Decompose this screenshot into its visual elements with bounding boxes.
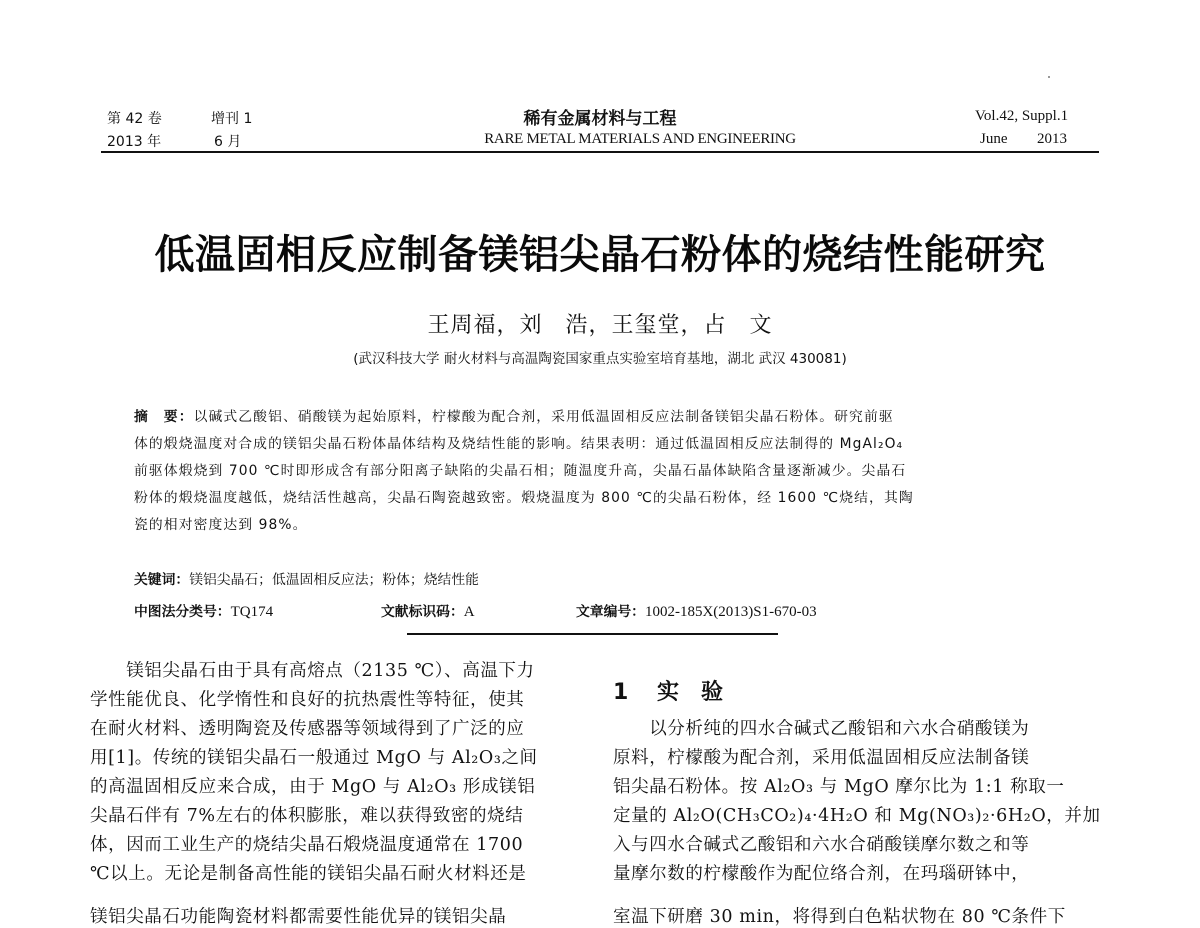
abstract-separator: [407, 633, 778, 635]
abstract-line: 瓷的相对密度达到 98%。: [134, 517, 308, 533]
keywords-value: 镁铝尖晶石；低温固相反应法；粉体；烧结性能: [189, 572, 479, 588]
section-heading: [613, 675, 723, 706]
body-line: 原料，柠檬酸为配合剂，采用低温固相反应法制备镁: [613, 748, 1030, 768]
abstract-line: 体的煅烧温度对合成的镁铝尖晶石粉体晶体结构及烧结性能的影响。结果表明：通过低温固相反应法制得的 MgAl₂O₄: [134, 436, 904, 452]
year-en: 2013: [1037, 131, 1067, 147]
abstract-line: [134, 405, 1068, 425]
paper-title: 低温固相反应制备镁铝尖晶石粉体的烧结性能研究: [154, 232, 1046, 278]
body-line: 尖晶石伴有 7%左右的体积膨胀，难以获得致密的烧结: [90, 806, 524, 826]
keywords: [134, 568, 479, 588]
clc-label: 中图法分类号：: [134, 604, 231, 620]
body-line: 学性能优良、化学惰性和良好的抗热震性等特征，使其: [90, 690, 525, 710]
section-number: 1: [613, 680, 629, 705]
volume-label: 第 42 卷: [107, 111, 162, 127]
abstract-line: 粉体的煅烧温度越低，烧结活性越高，尖晶石陶瓷越致密。煅烧温度为 800 ℃的尖晶石粉体，经 1600 ℃烧结，其陶: [134, 490, 914, 506]
document-code: [381, 600, 475, 621]
body-line: 的高温固相反应来合成，由于 MgO 与 Al₂O₃ 形成镁铝: [90, 777, 536, 797]
abstract-text: 以碱式乙酸铝、硝酸镁为起始原料，柠檬酸为配合剂，采用低温固相反应法制备镁铝尖晶石粉体。研究前驱: [193, 409, 894, 425]
abstract-line: 前驱体煅烧到 700 ℃时即形成含有部分阳离子缺陷的尖晶石相；随温度升高，尖晶石晶体缺陷含量逐渐减少。尖晶石: [134, 463, 907, 479]
body-line: 入与四水合碱式乙酸铝和六水合硝酸镁摩尔数之和等: [613, 835, 1030, 855]
body-line: 铝尖晶石粉体。按 Al₂O₃ 与 MgO 摩尔比为 1:1 称取一: [613, 777, 1065, 797]
body-line: 以分析纯的四水合碱式乙酸铝和六水合硝酸镁为: [613, 719, 1030, 739]
section-title: 实 验: [657, 680, 724, 705]
body-line: ℃以上。无论是制备高性能的镁铝尖晶石耐火材料还是: [90, 864, 527, 884]
body-line: 用[1]。传统的镁铝尖晶石一般通过 MgO 与 Al₂O₃之间: [90, 748, 538, 768]
body-line: 镁铝尖晶石由于具有高熔点（2135 ℃）、高温下力: [90, 661, 535, 681]
scan-speck: [1048, 76, 1050, 78]
authors: 王周福，刘 浩，王玺堂，占 文: [427, 313, 773, 338]
journal-title-en: RARE METAL MATERIALS AND ENGINEERING: [484, 131, 796, 147]
body-line: 在耐火材料、透明陶瓷及传感器等领域得到了广泛的应: [90, 719, 525, 739]
clc-number: [134, 600, 273, 621]
volume-en: Vol.42, Suppl.1: [975, 108, 1069, 124]
body-line-partial: 室温下研磨 30 min，将得到白色粘状物在 80 ℃条件下: [613, 907, 1066, 927]
article-no-label: 文章编号：: [576, 604, 645, 620]
article-number: [576, 600, 817, 621]
year-label: 2013 年: [107, 134, 162, 150]
abstract-label: 摘 要：: [134, 409, 194, 425]
header-rule: [101, 151, 1099, 153]
body-line-partial: 镁铝尖晶石功能陶瓷材料都需要性能优异的镁铝尖晶: [90, 907, 507, 927]
keywords-label: 关键词：: [134, 572, 190, 588]
doc-code-label: 文献标识码：: [381, 604, 464, 620]
body-line: 量摩尔数的柠檬酸作为配位络合剂，在玛瑙研钵中，: [613, 864, 1030, 884]
body-line: 定量的 Al₂O(CH₃CO₂)₄·4H₂O 和 Mg(NO₃)₂·6H₂O，并加: [613, 806, 1101, 826]
affiliation: (武汉科技大学 耐火材料与高温陶瓷国家重点实验室培育基地，湖北 武汉 430081): [353, 351, 847, 367]
clc-value: TQ174: [230, 604, 274, 620]
supplement-label: 增刊 1: [211, 111, 253, 127]
journal-title-cn: 稀有金属材料与工程: [523, 109, 677, 129]
doc-code-value: A: [463, 604, 475, 620]
month-en: June: [980, 131, 1008, 147]
body-line: 体，因而工业生产的烧结尖晶石煅烧温度通常在 1700: [90, 835, 524, 855]
article-no-value: 1002-185X(2013)S1-670-03: [644, 604, 817, 620]
month-label: 6 月: [214, 134, 242, 150]
